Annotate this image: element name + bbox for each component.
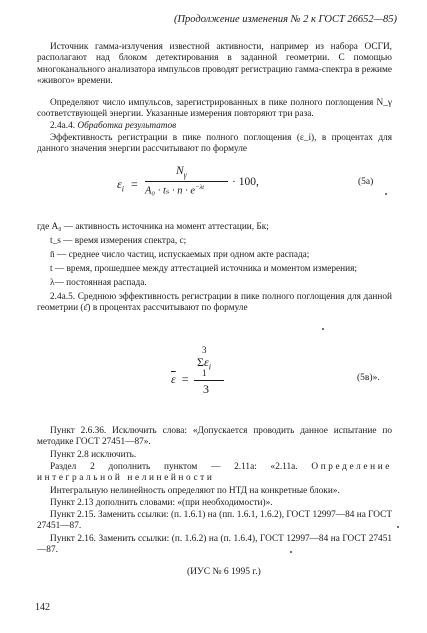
formula-5v-sum-bottom: 1: [202, 368, 207, 378]
formula-5a-denominator: A₀ · tₛ · n · e: [145, 185, 196, 197]
formula-5v-fraction-bar: [194, 380, 224, 381]
formula-5v-denominator: 3: [203, 382, 209, 396]
formula-5a-numerator-sub: γ: [183, 170, 187, 180]
formula-5v-sum-top: 3: [202, 345, 207, 355]
scan-mark: [385, 193, 387, 195]
scan-mark-2: [322, 328, 324, 330]
scan-mark-4: [290, 551, 292, 553]
paragraph-efficiency-intro: Эффективность регистрации в пике полного поглощения (ε_i), в процентах для данного значения энергии рассчитывают по формуле: [37, 133, 392, 155]
formula-5a-fraction-bar: [145, 181, 228, 182]
formula-5v-equals: =: [181, 372, 189, 386]
paragraph-item-2-8: Пункт 2.8 исключить.: [50, 450, 137, 460]
paragraph-count-pulses: Определяют число импульсов, зарегистрированных в пике полного поглощения N_γ соответствующей энергии. Указанные измерения повторяют три раза.: [37, 98, 392, 120]
section-2-addition-spaced: Определение интегральной нелинейности: [37, 462, 393, 484]
paragraph-item-2-15: Пункт 2.15. Заменить ссылки: (п. 1.6.1) на (пп. 1.6.1, 1.6.2), ГОСТ 12997—84 на ГОСТ 27451—87.: [37, 510, 392, 532]
formula-5v-lhs: $\overline{\varepsilon}$: [171, 372, 176, 386]
formula-5v-sum-term: ε: [203, 355, 209, 369]
formula-5a-denominator-exp: −λt: [195, 184, 205, 191]
formula-5a-lhs-sub: i: [121, 184, 124, 194]
source-reference: (ИУС № 6 1995 г.): [187, 567, 261, 577]
section-2-addition-text: Раздел 2 дополнить пунктом — 2.11а: «2.11а.: [50, 462, 298, 472]
formula-5a-tail: · 100,: [232, 176, 259, 188]
section-number: 2.4а.4.: [50, 121, 76, 131]
legend-t: t — время, прошедшее между аттестацией источника и моментом измерения;: [50, 264, 357, 274]
paragraph-section-2-addition: [37, 462, 392, 485]
paragraph-item-2-16: Пункт 2.16. Заменить ссылки: (п. 1.6.2) на (п. 1.6.4), ГОСТ 12997—84 на ГОСТ 27451—87.: [37, 534, 392, 556]
formula-5a-equals: =: [130, 177, 138, 191]
formula-5a-lhs: ε: [117, 177, 122, 191]
paragraph-item-2-6-36: Пункт 2.6.36. Исключить слова: «Допускается проводить данное испытание по методике ГОСТ 27451—87».: [37, 426, 392, 448]
formula-5a-numerator: N: [176, 165, 184, 177]
paragraph-item-2-13: Пункт 2.13 дополнить словами: «(при необходимости)».: [50, 498, 273, 508]
formula-5v-sum-sign: Σ: [197, 355, 204, 369]
page-header: (Продолжение изменения № 2 к ГОСТ 26652—85): [173, 14, 397, 25]
paragraph-average-efficiency: 2.4а.5. Среднюю эффективность регистрации в пике полного поглощения для данной геометрии (ε̄) в процентах рассчитывают по формуле: [37, 292, 392, 314]
formula-5a-number: (5а): [358, 177, 374, 187]
page-number: 142: [35, 602, 50, 613]
paragraph-section-title: [37, 121, 392, 132]
section-title: Обработка результатов: [77, 121, 177, 131]
legend-a0: где A₀ — активность источника на момент аттестации, Бк;: [37, 222, 269, 232]
formula-5v-number: (5в)».: [357, 373, 380, 383]
paragraph-integral-nonlinearity: Интегральную нелинейность определяют по НТД на конкретные блоки».: [50, 486, 340, 496]
legend-ts: t_s — время измерения спектра, с;: [50, 236, 187, 246]
scan-mark-3: [397, 526, 399, 528]
legend-lambda: λ— постоянная распада.: [50, 278, 147, 288]
legend-n: n̄ — среднее число частиц, испускаемых при одном акте распада;: [50, 250, 310, 260]
formula-5v-sum-term-sub: i: [208, 362, 211, 372]
paragraph-source-setup: Источник гамма-излучения известной активности, например из набора ОСГИ, располагают над блоком детектирования в заданной геометрии. С помощью многоканального анализатора импульсов проводят регистрацию гамма-спектра в режиме «живого» времени.: [37, 42, 392, 87]
